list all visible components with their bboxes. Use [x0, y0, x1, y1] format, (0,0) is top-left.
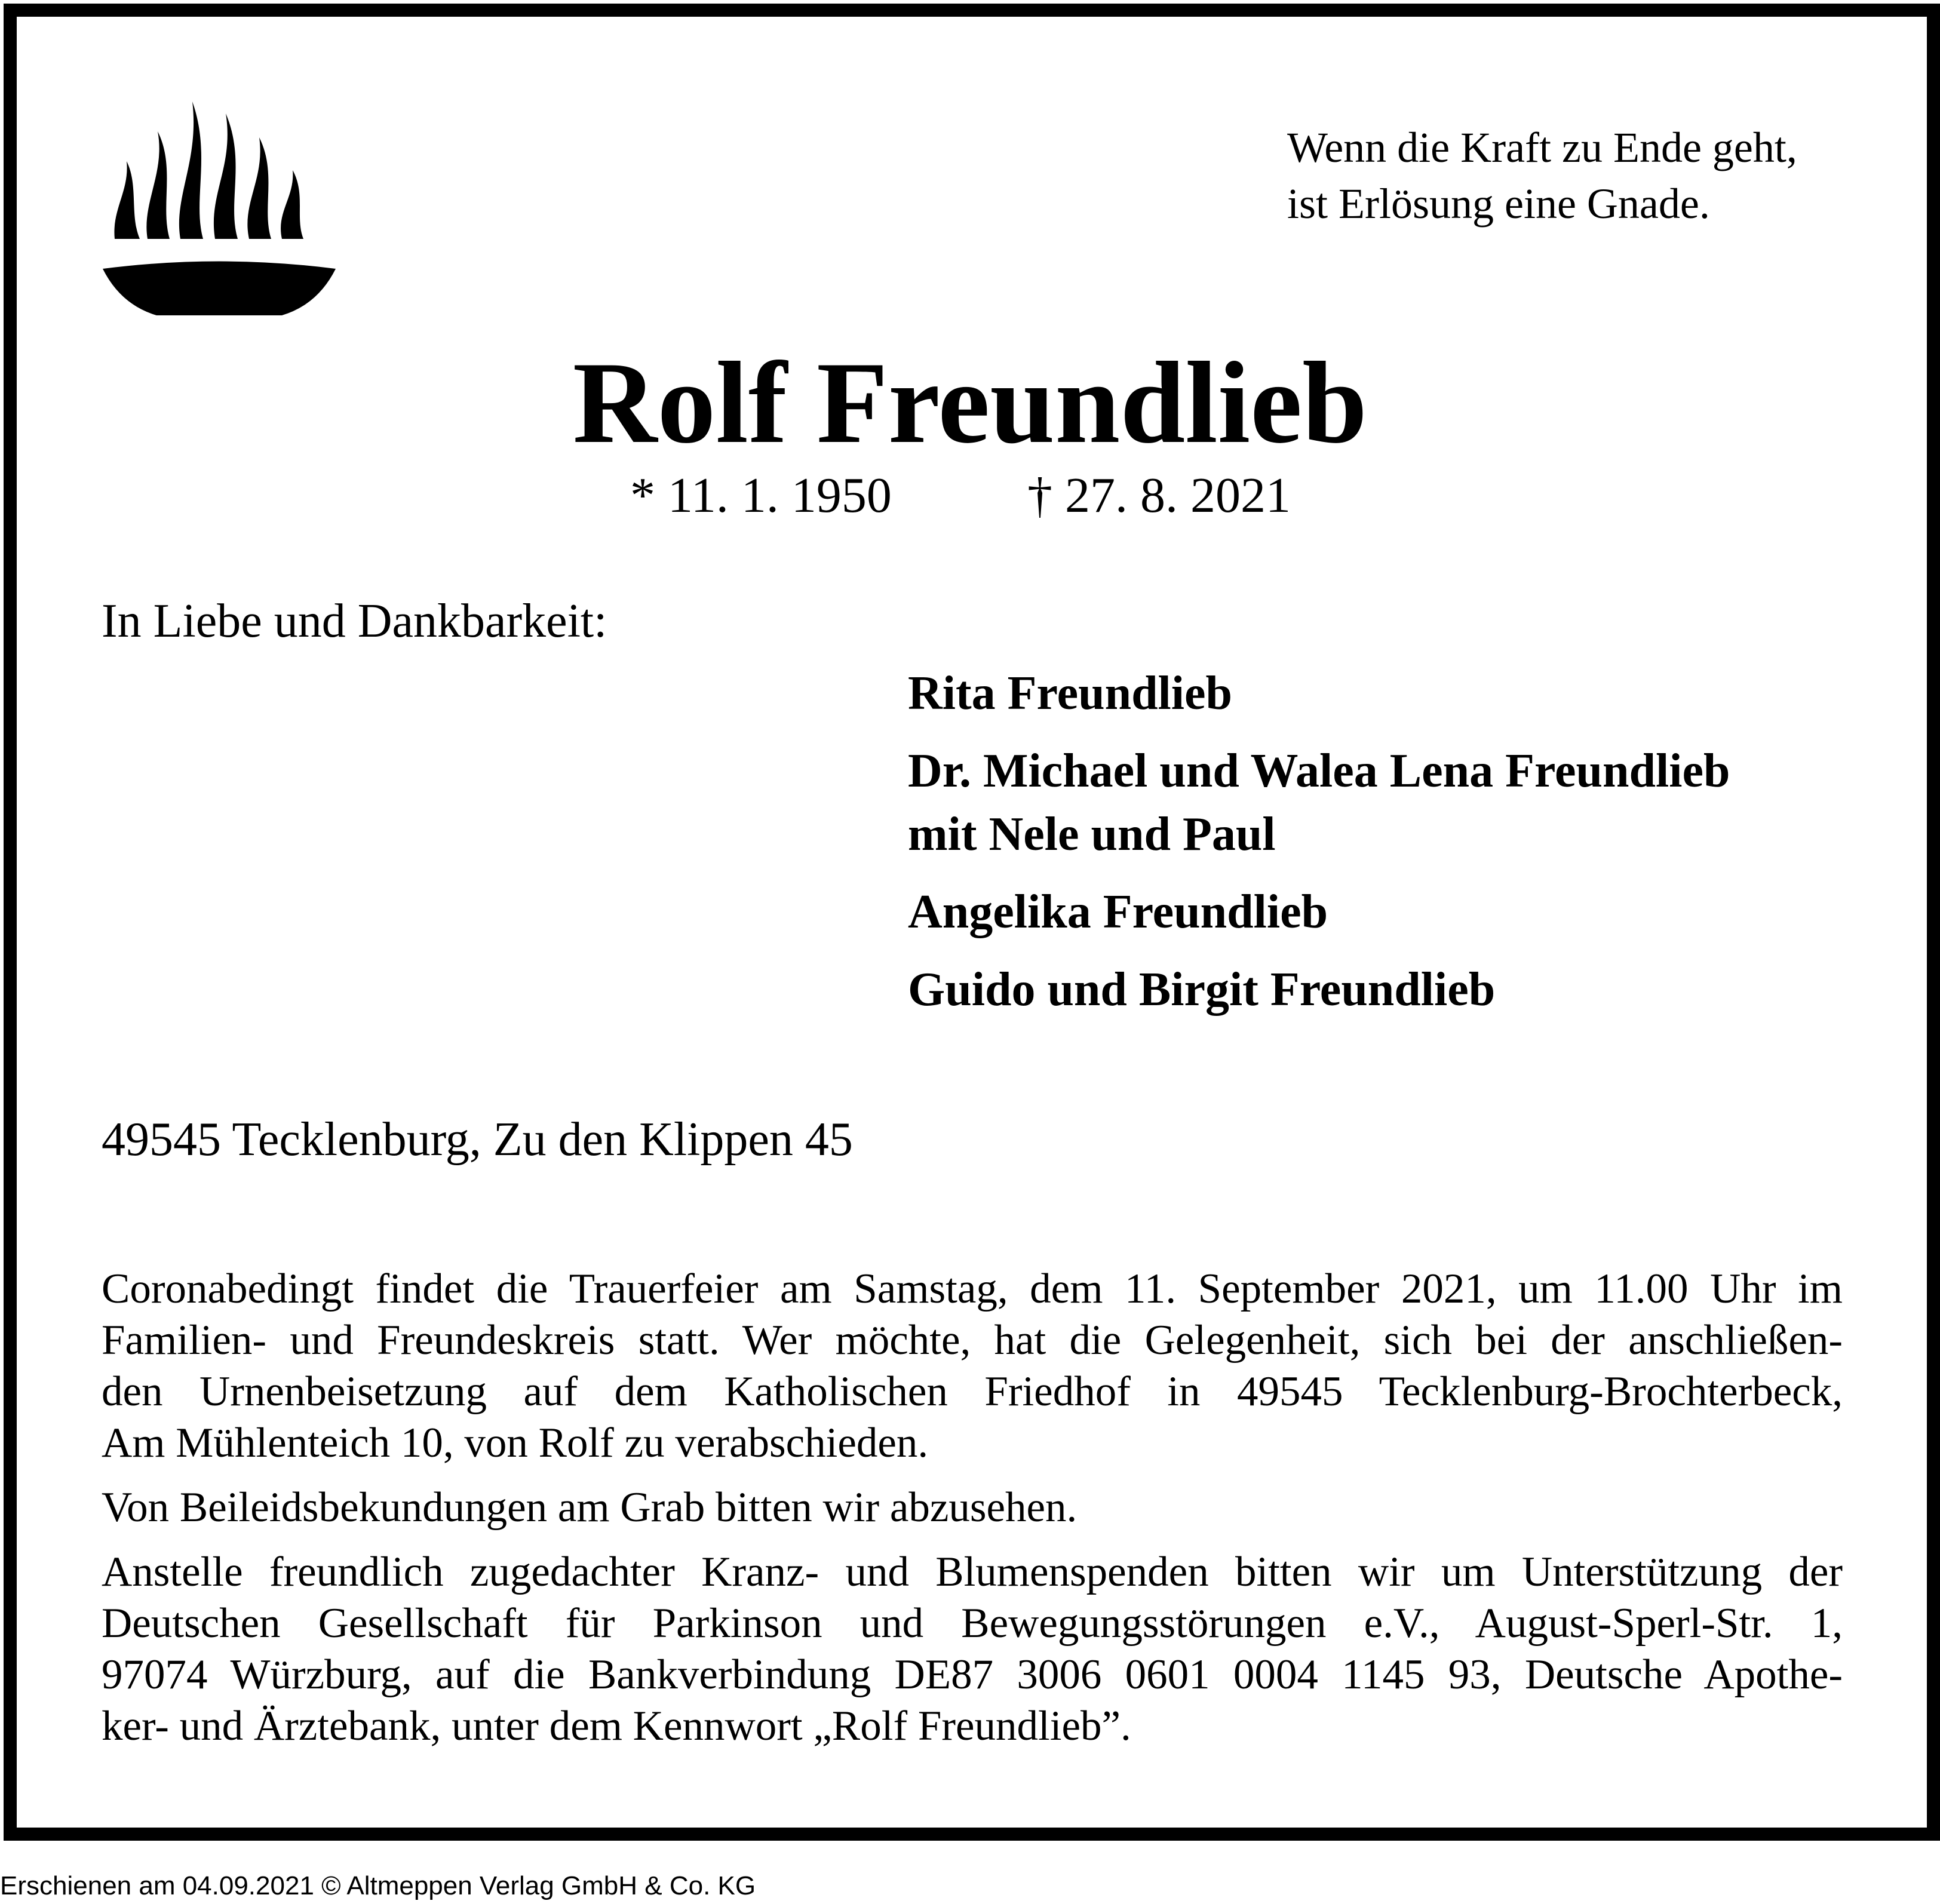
paragraph-line: Anstelle freundlich zugedachter Kranz- und Blumenspenden bitten wir um Unterstützung der [102, 1549, 1843, 1595]
family-entry-line: Rita Freundlieb [908, 667, 1233, 720]
family-entry [908, 739, 1730, 866]
paragraph-line: Deutschen Gesellschaft für Parkinson und Bewegungsstörungen e.V., August-Sperl-Str. 1, [102, 1600, 1843, 1647]
paragraph-line: Familien- und Freundeskreis statt. Wer möchte, hat die Gelegenheit, sich bei der anschließen- [102, 1317, 1843, 1363]
family-entry-line: Angelika Freundlieb [908, 886, 1328, 938]
paragraph-line: Am Mühlenteich 10, von Rolf zu verabschieden. [102, 1420, 929, 1466]
family-entry-line: Guido und Birgit Freundlieb [908, 963, 1496, 1016]
death-date: † 27. 8. 2021 [1027, 468, 1291, 523]
quote-line: ist Erlösung eine Gnade. [1287, 180, 1710, 228]
family-entry [908, 880, 1730, 944]
epigraph-quote [1287, 119, 1797, 232]
family-entry-line: mit Nele und Paul [908, 808, 1276, 861]
ceremony-paragraph [102, 1263, 1843, 1469]
paragraph-line: den Urnenbeisetzung auf dem Katholischen Friedhof in 49545 Tecklenburg-Brochterbeck, [102, 1368, 1843, 1415]
paragraph-line: 97074 Würzburg, auf die Bankverbindung DE87 3006 0601 0004 1145 93, Deutsche Apothe- [102, 1651, 1843, 1698]
birth-date: * 11. 1. 1950 [630, 468, 892, 523]
publication-footer: Erschienen am 04.09.2021 © Altmeppen Verlag GmbH & Co. KG [0, 1871, 756, 1900]
family-address: 49545 Tecklenburg, Zu den Klippen 45 [102, 1113, 853, 1166]
family-list [908, 662, 1730, 1036]
deceased-name: Rolf Freundlieb [572, 338, 1368, 468]
flame-bowl-icon [103, 90, 336, 364]
thanks-heading: In Liebe und Dankbarkeit: [102, 595, 607, 647]
paragraph-line: ker- und Ärztebank, unter dem Kennwort „Rolf Freundlieb”. [102, 1703, 1131, 1749]
funeral-information [102, 1263, 1843, 1765]
family-entry-line: Dr. Michael und Walea Lena Freundlieb [908, 745, 1730, 797]
condolence-paragraph [102, 1482, 1843, 1533]
donation-paragraph [102, 1546, 1843, 1752]
quote-line: Wenn die Kraft zu Ende geht, [1287, 124, 1797, 171]
paragraph-line: Coronabedingt findet die Trauerfeier am Samstag, dem 11. September 2021, um 11.00 Uhr im [102, 1266, 1843, 1312]
family-entry [908, 662, 1730, 725]
paragraph-line: Von Beileidsbekundungen am Grab bitten wir abzusehen. [102, 1484, 1078, 1531]
family-entry [908, 958, 1730, 1021]
